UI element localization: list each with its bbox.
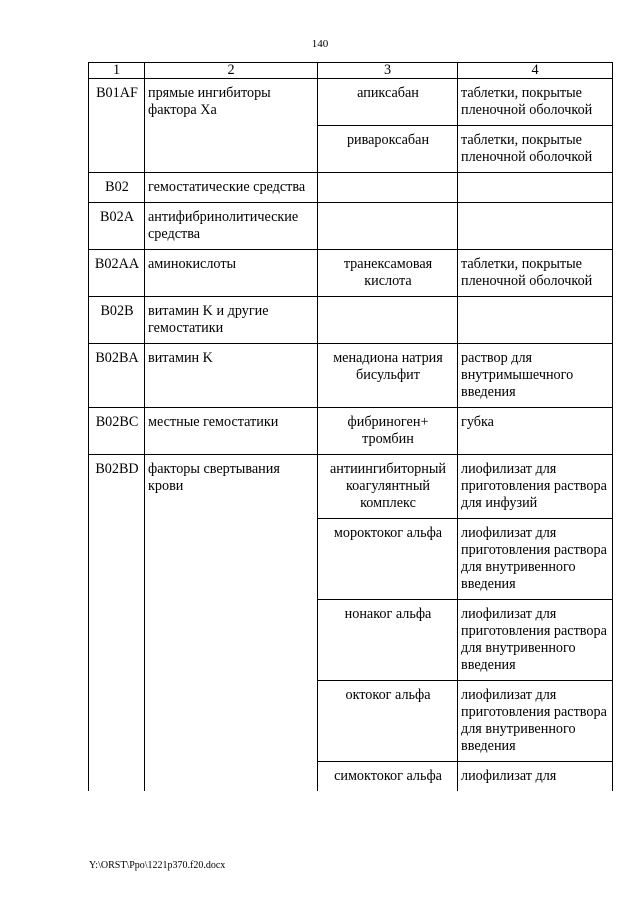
table-row [89, 203, 613, 250]
drug-name-cell: апиксабан [318, 79, 458, 126]
group-name-cell: антифибринолитические средства [145, 203, 318, 250]
dosage-form-cell: таблетки, покрытые пленочной оболочкой [458, 79, 613, 126]
dosage-form-cell [458, 173, 613, 203]
drug-name-cell: мороктоког альфа [318, 519, 458, 600]
table-row [89, 79, 613, 126]
group-name-cell: местные гемостатики [145, 408, 318, 455]
table-row [89, 455, 613, 519]
column-header: 1 [89, 63, 145, 79]
atc-code-cell: B02AA [89, 250, 145, 297]
group-name-cell: витамин K [145, 344, 318, 408]
drug-table [88, 62, 613, 791]
dosage-form-cell: лиофилизат для приготовления раствора для внутривенного введения [458, 681, 613, 762]
table-row [89, 250, 613, 297]
drug-name-cell [318, 297, 458, 344]
drug-name-cell [318, 173, 458, 203]
table-row [89, 173, 613, 203]
atc-code-cell: B01AF [89, 79, 145, 173]
column-header: 3 [318, 63, 458, 79]
drug-name-cell: транексамовая кислота [318, 250, 458, 297]
group-name-cell: аминокислоты [145, 250, 318, 297]
atc-code-cell: B02 [89, 173, 145, 203]
dosage-form-cell: лиофилизат для приготовления раствора для внутривенного введения [458, 600, 613, 681]
header-row [89, 63, 613, 79]
column-header: 4 [458, 63, 613, 79]
dosage-form-cell: лиофилизат для приготовления раствора для инфузий [458, 455, 613, 519]
table-row [89, 344, 613, 408]
drug-name-cell: нонаког альфа [318, 600, 458, 681]
dosage-form-cell: раствор для внутримышечного введения [458, 344, 613, 408]
drug-name-cell: фибриноген+ тромбин [318, 408, 458, 455]
drug-name-cell: менадиона натрия бисульфит [318, 344, 458, 408]
dosage-form-cell: губка [458, 408, 613, 455]
drug-name-cell: ривароксабан [318, 126, 458, 173]
dosage-form-cell [458, 297, 613, 344]
footer-file-path: Y:\ORST\Ppo\1221p370.f20.docx [89, 860, 226, 871]
group-name-cell: факторы свертывания крови [145, 455, 318, 792]
drug-name-cell: октоког альфа [318, 681, 458, 762]
atc-code-cell: B02BA [89, 344, 145, 408]
dosage-form-cell: лиофилизат для [458, 762, 613, 792]
dosage-form-cell: лиофилизат для приготовления раствора для внутривенного введения [458, 519, 613, 600]
table-row [89, 297, 613, 344]
dosage-form-cell: таблетки, покрытые пленочной оболочкой [458, 250, 613, 297]
atc-code-cell: B02A [89, 203, 145, 250]
atc-code-cell: B02BD [89, 455, 145, 792]
table-row [89, 408, 613, 455]
dosage-form-cell [458, 203, 613, 250]
group-name-cell: гемостатические средства [145, 173, 318, 203]
group-name-cell: прямые ингибиторы фактора Xa [145, 79, 318, 173]
dosage-form-cell: таблетки, покрытые пленочной оболочкой [458, 126, 613, 173]
drug-name-cell [318, 203, 458, 250]
group-name-cell: витамин K и другие гемостатики [145, 297, 318, 344]
column-header: 2 [145, 63, 318, 79]
atc-code-cell: B02BC [89, 408, 145, 455]
drug-name-cell: антиингибиторный коагулянтный комплекс [318, 455, 458, 519]
page-number: 140 [311, 38, 329, 50]
drug-name-cell: симоктоког альфа [318, 762, 458, 792]
atc-code-cell: B02B [89, 297, 145, 344]
